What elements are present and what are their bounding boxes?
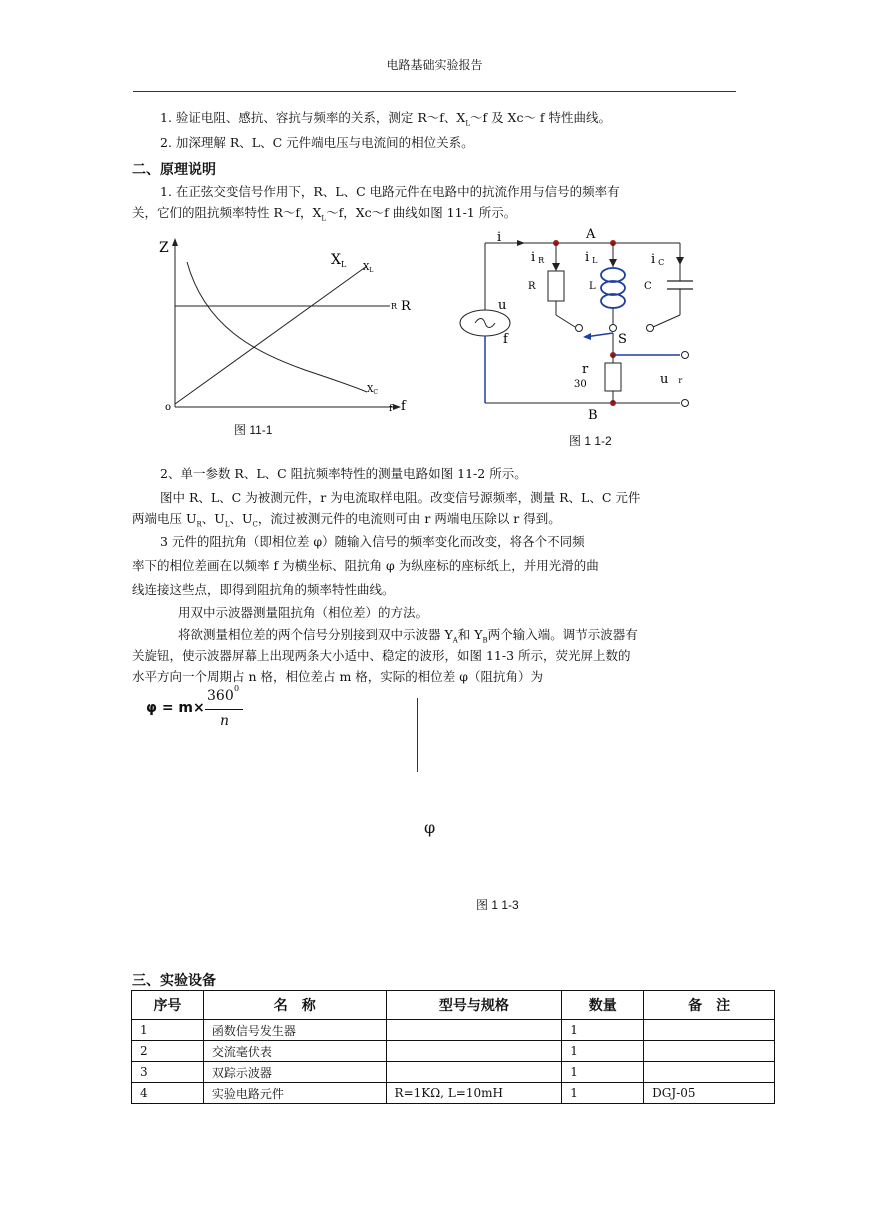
table-row — [132, 1083, 775, 1104]
header-rule — [133, 91, 736, 92]
objective-1: 1. 验证电阻、感抗、容抗与频率的关系，测定 R～f、$X_L\sim f$ 及 Xc～ f 特性曲线。 — [160, 110, 612, 128]
xl-small-label: $X_L$ — [363, 263, 374, 274]
principle-para-6-line-3: 水平方向一个周期占 n 格，相位差占 m 格，实际的相位差 φ（阻抗角）为 — [132, 669, 544, 684]
header-cell: 序号 — [132, 991, 204, 1020]
table-cell: 3 — [132, 1062, 204, 1083]
formula-numerator: 360 — [207, 688, 234, 704]
principle-para-4-line-2: 率下的相位差画在以频率 f 为横坐标、阻抗角 φ 为纵座标的座标纸上，并用光滑的曲 — [132, 558, 599, 573]
table-cell: 4 — [132, 1083, 204, 1104]
resistor-r — [548, 271, 564, 301]
node-b-label: B — [588, 408, 598, 423]
f-axis-label: f — [401, 399, 406, 414]
table-cell: 1 — [562, 1083, 644, 1104]
principle-para-3-line-1: 图中 R、L、C 为被测元件，r 为电流取样电阻。改变信号源频率，测量 R、L、C 元件 — [160, 490, 641, 505]
formula-denominator: n — [220, 713, 230, 729]
formula-lhs: φ = m× — [146, 700, 205, 716]
table-cell: DGJ-05 — [644, 1083, 775, 1104]
table-cell — [644, 1041, 775, 1062]
xc-small-label: $X_C$ — [367, 385, 379, 396]
xl-curve — [175, 266, 367, 404]
table-cell — [644, 1020, 775, 1041]
ir-label: i R — [531, 250, 545, 265]
objective-2: 2. 加深理解 R、L、C 元件端电压与电流间的相位关系。 — [160, 135, 474, 150]
figure-11-2-circuit — [455, 225, 700, 425]
figure-11-1-caption: 图 11-1 — [234, 423, 273, 437]
principle-para-1-line-1: 1. 在正弦交变信号作用下，R、L、C 电路元件在电路中的抗流作用与信号的频率有 — [160, 184, 620, 199]
r-small-label: R — [391, 302, 398, 311]
table-cell — [644, 1062, 775, 1083]
table-cell: 函数信号发生器 — [203, 1020, 386, 1041]
ur-label: u r — [660, 372, 683, 387]
principle-para-2: 2、单一参数 R、L、C 阻抗频率特性的测量电路如图 11-2 所示。 — [160, 466, 527, 481]
r-big-label: R — [401, 299, 411, 314]
c-component-label: C — [644, 281, 652, 292]
header-cell: 名 称 — [203, 991, 386, 1020]
section-2-title: 二、原理说明 — [132, 162, 216, 178]
table-row — [132, 1041, 775, 1062]
principle-para-6-line-1: 将欲测量相位差的两个信号分别接到双中示波器 $Y_A$和 $Y_B$两个输入端。调节示波器有 — [178, 627, 638, 645]
z-axis-label: Z — [159, 240, 169, 256]
formula-fraction-bar — [205, 709, 243, 710]
header-cell: 备 注 — [644, 991, 775, 1020]
l-component-label: L — [589, 281, 596, 292]
ic-label: i C — [651, 252, 665, 267]
sampling-resistor-r — [605, 363, 621, 391]
table-cell: 1 — [132, 1020, 204, 1041]
f-axis-small-label: f — [389, 404, 393, 414]
xc-curve — [187, 262, 367, 392]
table-row — [132, 1062, 775, 1083]
s-label: S — [618, 332, 627, 347]
inductor-l — [601, 294, 625, 308]
page-header: 电路基础实验报告 — [386, 58, 483, 72]
xl-big-label: $X_L$ — [331, 252, 347, 269]
header-cell: 数量 — [562, 991, 644, 1020]
table-cell: 1 — [562, 1020, 644, 1041]
figure-11-3-axis — [417, 698, 418, 772]
equipment-table — [131, 990, 775, 1104]
origin-label: o — [165, 402, 172, 413]
table-cell: 2 — [132, 1041, 204, 1062]
r-value-label: 30 — [574, 379, 587, 390]
table-cell: R=1KΩ, L=10mH — [386, 1083, 562, 1104]
node-a-label: A — [586, 227, 596, 242]
f-label: f — [503, 332, 508, 347]
i-label: i — [497, 230, 502, 245]
table-cell: 双踪示波器 — [203, 1062, 386, 1083]
table-cell — [386, 1062, 562, 1083]
table-cell — [386, 1041, 562, 1062]
formula-superscript: 0 — [234, 684, 240, 693]
u-label: u — [498, 298, 507, 313]
figure-11-3-phi: φ — [424, 818, 436, 837]
principle-para-4-line-1: 3 元件的阻抗角（即相位差 φ）随输入信号的频率变化而改变，将各个不同频 — [160, 534, 585, 549]
table-cell: 1 — [562, 1041, 644, 1062]
figure-11-3-caption: 图 1 1-3 — [476, 898, 519, 912]
principle-para-3-line-2: 两端电压 $U_R$、$U_L$、$U_C$，流过被测元件的电流则可由 r 两端电压除以 r 得到。 — [132, 511, 561, 529]
header-cell: 型号与规格 — [386, 991, 562, 1020]
table-cell: 1 — [562, 1062, 644, 1083]
figure-11-1 — [155, 232, 420, 422]
il-label: i L — [585, 250, 598, 265]
table-cell: 实验电路元件 — [203, 1083, 386, 1104]
principle-para-5: 用双中示波器测量阻抗角（相位差）的方法。 — [178, 605, 429, 620]
principle-para-4-line-3: 线连接这些点，即得到阻抗角的频率特性曲线。 — [132, 582, 395, 597]
principle-para-1-line-2: 关，它们的阻抗频率特性 R～f，$X_L\sim f$，Xc～f 曲线如图 11-1 所示。 — [132, 205, 517, 223]
figure-11-2-caption: 图 1 1-2 — [569, 434, 612, 448]
principle-para-6-line-2: 关旋钮，使示波器屏幕上出现两条大小适中、稳定的波形，如图 11-3 所示，荧光屏上数的 — [132, 648, 631, 663]
small-r-label: r — [582, 362, 589, 377]
table-cell — [386, 1020, 562, 1041]
table-header-row — [132, 991, 775, 1020]
table-cell: 交流毫伏表 — [203, 1041, 386, 1062]
table-row — [132, 1020, 775, 1041]
r-component-label: R — [528, 281, 536, 292]
section-3-title: 三、实验设备 — [132, 973, 216, 989]
